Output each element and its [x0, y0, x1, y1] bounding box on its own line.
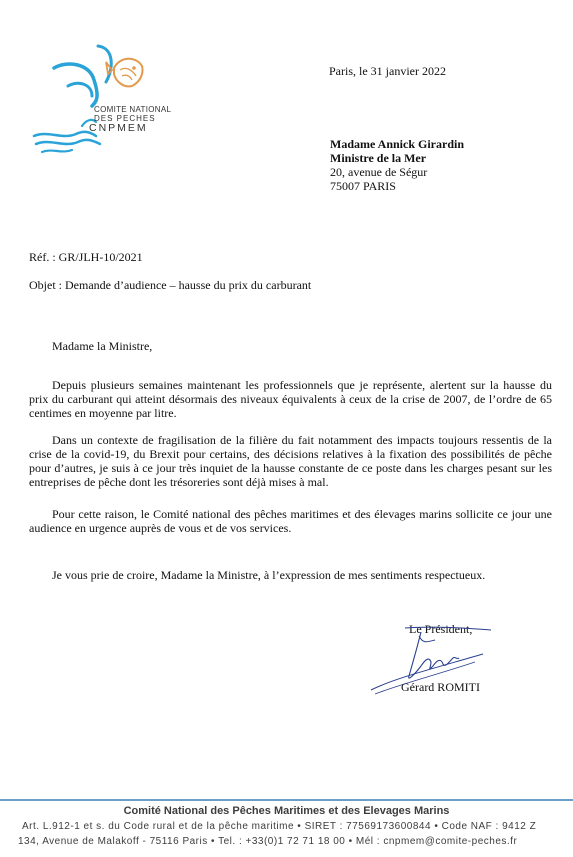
footer-contact-info: 134, Avenue de Malakoff - 75116 Paris • Tel. : +33(0)1 72 71 18 00 • Mél : cnpmem@comite-peches.fr: [18, 836, 518, 847]
body-paragraph-3: Pour cette raison, le Comité national des pêches maritimes et des élevages marins sollicite ce jour une audience en urgence auprès de vous et de vos services.: [29, 507, 552, 535]
body-paragraph-2: Dans un contexte de fragilisation de la filière du fait notamment des impacts toujours ressentis de la crise de la covid-19, du Brexit pour certains, des décisions relatives à la fixation des possibilités de pêche pour d’autres, je suis à ce jour très inquiet de la hausse constante de ce poste dans les charges pesant sur les entreprises de pêche dont les trésoreries sont déjà mises à mal.: [29, 433, 552, 489]
footer-legal-info: Art. L.912-1 et s. du Code rural et de la pêche maritime • SIRET : 77569173600844 • Code NAF : 9412 Z: [22, 821, 537, 832]
recipient-title: Ministre de la Mer: [330, 151, 427, 165]
recipient-name: Madame Annick Girardin: [330, 137, 465, 151]
footer-organization-name: Comité National des Pêches Maritimes et des Elevages Marins: [123, 805, 450, 817]
subject: Objet : Demande d’audience – hausse du prix du carburant: [29, 278, 312, 292]
letter-date: Paris, le 31 janvier 2022: [329, 64, 446, 78]
body-paragraph-1: Depuis plusieurs semaines maintenant les professionnels que je représente, alertent sur la hausse du prix du carburant qui atteint désormais des niveaux équivalents à ceux de la crise de 2007, de l’ordre de 65 centimes en moyenne par litre.: [29, 378, 552, 420]
cnpmem-logo: [28, 40, 178, 160]
signatory-name: Gérard ROMITI: [401, 680, 480, 694]
logo-text-line3: CNPMEM: [89, 122, 148, 134]
signatory-role: Le Président,: [409, 622, 473, 636]
closing-formula: Je vous prie de croire, Madame la Ministre, à l’expression de mes sentiments respectueux.: [52, 568, 486, 582]
logo-text-line2: DES PECHES: [94, 114, 156, 123]
recipient-address: 20, avenue de Ségur: [330, 165, 428, 179]
salutation: Madame la Ministre,: [52, 339, 153, 353]
recipient-city: 75007 PARIS: [330, 179, 396, 193]
footer-divider: [0, 799, 573, 801]
logo-text-line1: COMITE NATIONAL: [94, 105, 172, 114]
reference: Réf. : GR/JLH-10/2021: [29, 250, 143, 264]
